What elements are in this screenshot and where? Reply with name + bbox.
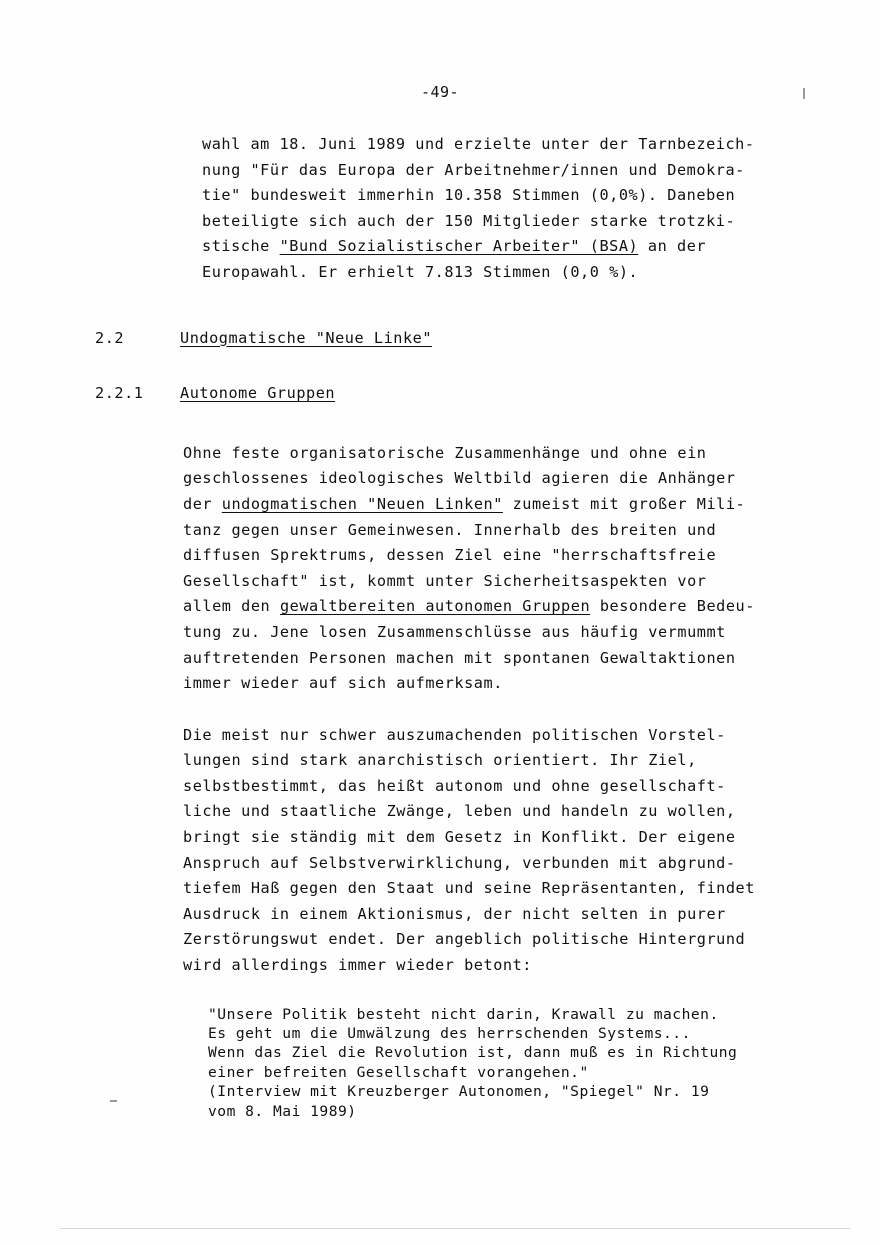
body2-line-5: bringt sie ständig mit dem Gesetz in Konflikt. Der eigene [183,828,736,847]
quote-line-4: einer befreiten Gesellschaft vorangehen." [208,1063,589,1081]
heading-title: Autonome Gruppen [180,384,336,403]
intro-line-2: nung "Für das Europa der Arbeitnehmer/innen und Demokra- [202,160,745,179]
body1-term-neue-linke: undogmatischen "Neuen Linken" [221,494,503,513]
heading-number: 2.2.1 [95,384,144,403]
body2-line-8: Ausdruck in einem Aktionismus, der nicht selten in purer [183,904,726,923]
body1-line-1: Ohne feste organisatorische Zusammenhänge und ohne ein [183,443,707,462]
paragraph-intro [202,132,825,286]
blockquote-interview [208,1005,825,1121]
body2-line-6: Anspruch auf Selbstverwirklichung, verbunden mit abgrund- [183,853,736,872]
page-number: -49- [420,83,460,101]
body2-line-1: Die meist nur schwer auszumachenden politischen Vorstel- [183,725,726,744]
page-bottom-edge [60,1228,850,1229]
heading-title: Undogmatische "Neue Linke" [180,328,433,347]
quote-line-5: (Interview mit Kreuzberger Autonomen, "Spiegel" Nr. 19 [208,1083,710,1101]
intro-line-5-pre: stische [202,237,280,256]
quote-line-2: Es geht um die Umwälzung des herrschenden Systems... [208,1025,691,1043]
body1-line-3-post: zumeist mit großer Mili- [502,494,746,513]
quote-line-1: "Unsere Politik besteht nicht darin, Krawall zu machen. [208,1005,719,1023]
intro-line-1: wahl am 18. Juni 1989 und erzielte unter der Tarnbezeich- [202,135,755,153]
body1-line-3-pre: der [183,494,222,513]
body1-line-10: immer wieder auf sich aufmerksam. [183,674,503,693]
body1-line-5: diffusen Sprektrums, dessen Ziel eine "herrschaftsfreie [183,546,717,565]
body2-line-3: selbstbestimmt, das heißt autonom und ohne gesellschaft- [183,776,726,795]
body1-line-7-post: besondere Bedeu- [590,597,755,616]
body2-line-10: wird allerdings immer wieder betont: [183,956,532,975]
body2-line-4: liche und staatliche Zwänge, leben und handeln zu wollen, [183,802,736,821]
paragraph-politische-vorstellungen [183,723,825,979]
body1-term-gewaltbereite-gruppen: gewaltbereiten autonomen Gruppen [279,597,591,616]
heading-number: 2.2 [95,328,125,347]
body2-line-7: tiefem Haß gegen den Staat und seine Repräsentanten, findet [183,879,755,898]
scan-speck [803,88,805,99]
body1-line-9: auftretenden Personen machen mit spontanen Gewaltaktionen [183,648,736,667]
intro-organization-name: "Bund Sozialistischer Arbeiter" (BSA) [279,237,639,256]
quote-line-3: Wenn das Ziel die Revolution ist, dann muß es in Richtung [208,1044,738,1062]
paragraph-autonome-description [183,441,825,697]
body1-line-7-pre: allem den [183,597,280,616]
body1-line-2: geschlossenes ideologisches Weltbild agieren die Anhänger [183,469,736,488]
body1-line-8: tung zu. Jene losen Zusammenschlüsse aus häufig vermummt [183,622,726,641]
heading-section-2-2-1 [95,381,825,407]
quote-line-6: vom 8. Mai 1989) [208,1102,357,1120]
body2-line-9: Zerstörungswut endet. Der angeblich politische Hintergrund [183,930,746,949]
intro-line-5-post: an der [638,237,707,256]
heading-section-2-2 [95,326,825,352]
body1-line-6: Gesellschaft" ist, kommt unter Sicherheitsaspekten vor [183,571,707,590]
body2-line-2: lungen sind stark anarchistisch orientiert. Ihr Ziel, [183,751,697,770]
body1-line-4: tanz gegen unser Gemeinwesen. Innerhalb des breiten und [183,520,717,539]
intro-line-3: tie" bundesweit immerhin 10.358 Stimmen (0,0%). Daneben [202,186,736,205]
document-body [95,132,825,1121]
intro-line-4: beteiligte sich auch der 150 Mitglieder starke trotzki- [202,211,736,230]
intro-line-6: Europawahl. Er erhielt 7.813 Stimmen (0,0 %). [202,262,639,281]
